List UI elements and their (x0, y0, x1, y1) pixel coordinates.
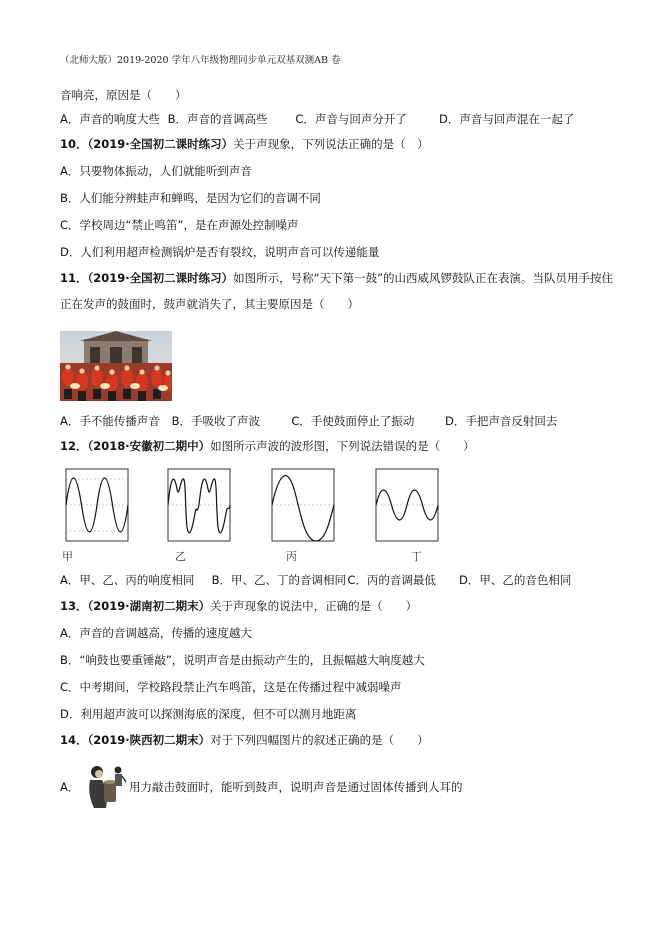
q9-option-a[interactable]: A．声音的响度大些 (60, 112, 160, 126)
q11-option-b[interactable]: B．手吸收了声波 (171, 414, 261, 428)
q10-title (60, 136, 429, 152)
q9-stem-continued: 音响亮，原因是（ ） (60, 88, 187, 102)
q14-option-a-text[interactable]: 用力敲击鼓面时，能听到鼓声，说明声音是通过固体传播到人耳的 (129, 780, 463, 794)
q9-option-b[interactable]: B．声音的音调高些 (167, 112, 268, 126)
drum-listening-figure (84, 762, 128, 810)
q11-stem-line2: 正在发声的鼓面时，鼓声就消失了，其主要原因是（ ） (60, 297, 359, 311)
q11-title (60, 270, 613, 286)
q13-title (60, 598, 417, 614)
q13-stem: 关于声现象的说法中，正确的是（ ） (210, 599, 418, 613)
q14-title (60, 732, 429, 748)
q14-number: 14． (60, 733, 88, 747)
q11-option-d[interactable]: D．手把声音反射回去 (444, 414, 558, 428)
q9-option-d[interactable]: D．声音与回声混在一起了 (438, 112, 575, 126)
q12-stem: 如图所示声波的波形图，下列说法错误的是（ ） (210, 439, 475, 453)
q12-option-c[interactable]: C．丙的音调最低 (347, 573, 436, 587)
q11-options (60, 413, 557, 429)
q10-option-b[interactable]: B．人们能分辨蛙声和蝉鸣，是因为它们的音调不同 (60, 191, 321, 205)
q11-option-c[interactable]: C．手使鼓面停止了振动 (291, 414, 415, 428)
q12-option-b[interactable]: B．甲、乙、丁的音调相同 (211, 573, 347, 587)
q12-number: 12． (60, 439, 88, 453)
q10-source: （2019·全国初二课时练习） (87, 137, 234, 151)
wave-label-yi: 乙 (175, 550, 186, 563)
waveform-bing (272, 469, 334, 541)
q12-option-a[interactable]: A．甲、乙、丙的响度相同 (60, 573, 195, 587)
waveform-yi (168, 469, 230, 541)
drum-team-photo (60, 331, 172, 401)
q13-source: （2019·湖南初二期末） (87, 599, 211, 613)
q9-option-c[interactable]: C．声音与回声分开了 (295, 112, 407, 126)
q10-option-a[interactable]: A．只要物体振动，人们就能听到声音 (60, 164, 252, 178)
q13-option-c[interactable]: C．中考期间，学校路段禁止汽车鸣笛，这是在传播过程中减弱噪声 (60, 680, 402, 694)
q12-source: （2018·安徽初二期中） (87, 439, 211, 453)
waveform-jia (66, 469, 128, 541)
q14-stem: 对于下列四幅图片的叙述正确的是（ ） (210, 733, 429, 747)
q13-option-d[interactable]: D．利用超声波可以探测海底的深度，但不可以测月地距离 (60, 707, 357, 721)
q10-stem: 关于声现象，下列说法正确的是（ ） (233, 137, 429, 151)
q10-option-c[interactable]: C．学校周边“禁止鸣笛”，是在声源处控制噪声 (60, 218, 299, 232)
q10-option-d[interactable]: D．人们利用超声检测锅炉是否有裂纹，说明声音可以传递能量 (60, 245, 380, 259)
page-header: （北师大版）2019-2020 学年八年级物理同步单元双基双测AB 卷 (60, 55, 341, 66)
q14-option-a-letter[interactable]: A． (60, 780, 80, 794)
q14-source: （2019·陕西初二期末） (87, 733, 211, 747)
q13-option-a[interactable]: A．声音的音调越高，传播的速度越大 (60, 626, 252, 640)
q11-option-a[interactable]: A．手不能传播声音 (60, 414, 160, 428)
q11-number: 11． (60, 271, 88, 285)
wave-label-bing: 丙 (286, 550, 297, 563)
waveform-ding (376, 469, 438, 541)
q13-option-b[interactable]: B．“响鼓也要重锤敲”，说明声音是由振动产生的，且振幅越大响度越大 (60, 653, 425, 667)
q12-title (60, 438, 475, 454)
q11-source: （2019·全国初二课时练习） (87, 271, 234, 285)
q10-number: 10． (60, 137, 88, 151)
wave-label-jia: 甲 (62, 550, 73, 563)
q9-options (60, 111, 574, 127)
waveform-figures (60, 463, 590, 563)
q13-number: 13． (60, 599, 88, 613)
q11-stem-line1: 如图所示，号称“天下第一鼓”的山西威风锣鼓队正在表演。当队员用手按住 (233, 271, 614, 285)
q12-options (60, 572, 571, 588)
wave-label-ding: 丁 (411, 550, 422, 563)
q12-option-d[interactable]: D．甲、乙的音色相同 (458, 573, 572, 587)
